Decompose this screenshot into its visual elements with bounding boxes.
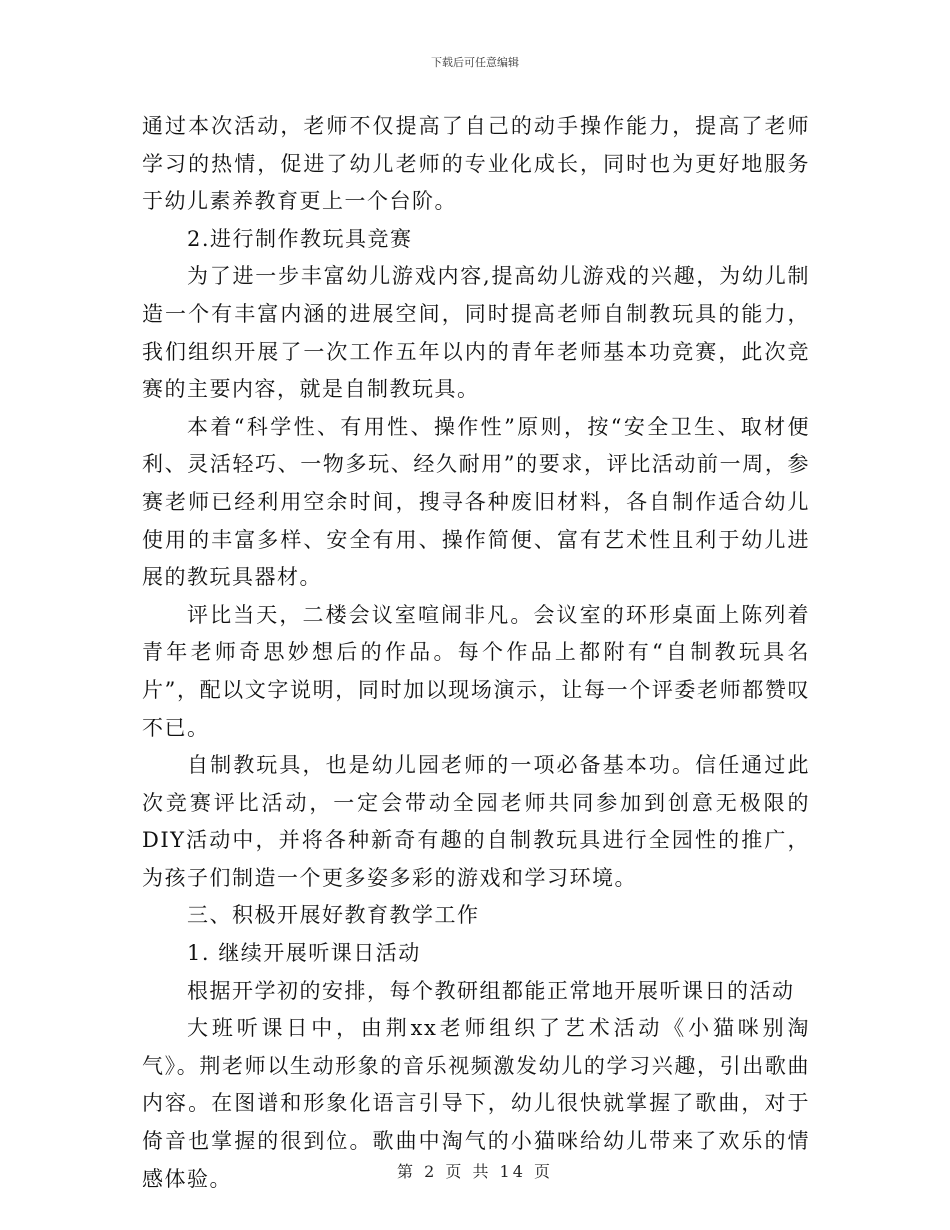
heading-teaching-work: 三、积极开展好教育教学工作 — [187, 903, 480, 928]
heading-toy-competition: 2.进行制作教玩具竞赛 — [187, 226, 413, 251]
paragraph-evaluation-day: 评比当天，二楼会议室喧闹非凡。会议室的环形桌面上陈列着青年老师奇思妙想后的作品。每个作品上都附有“自制教玩具名片”，配以文字说明，同时加以现场演示，让每一个评委老师都赞叹不已。 — [142, 602, 810, 740]
paragraph-competition-purpose: 为了进一步丰富幼儿游戏内容,提高幼儿游戏的兴趣，为幼儿制造一个有丰富内涵的进展空间，同时提高老师自制教玩具的能力，我们组织开展了一次工作五年以内的青年老师基本功竞赛，此次竞赛的主要内容，就是自制教玩具。 — [142, 264, 810, 402]
heading-lecture-day: 1. 继续开展听课日活动 — [187, 941, 421, 966]
paragraph-competition-principles: 本着“科学性、有用性、操作性”原则，按“安全卫生、取材便利、灵活轻巧、一物多玩、经久耐用”的要求，评比活动前一周，参赛老师已经利用空余时间，搜寻各种废旧材料，各自制作适合幼儿使用的丰富多样、安全有用、操作简便、富有艺术性且利于幼儿进展的教玩具器材。 — [142, 414, 810, 590]
paragraph-activity-summary: 通过本次活动，老师不仅提高了自己的动手操作能力，提高了老师学习的热情，促进了幼儿老师的专业化成长，同时也为更好地服务于幼儿素养教育更上一个台阶。 — [142, 114, 810, 214]
paragraph-art-activity: 大班听课日中，由荆xx老师组织了艺术活动《小猫咪别淘气》。荆老师以生动形象的音乐视频激发幼儿的学习兴趣，引出歌曲内容。在图谱和形象化语言引导下，幼儿很快就掌握了歌曲，对于倚音也掌握的很到位。歌曲中淘气的小猫咪给幼儿带来了欢乐的情感体验。 — [142, 1016, 810, 1191]
header-note: 下载后可任意编辑 — [431, 56, 519, 69]
document-body — [142, 108, 810, 1198]
paragraph-self-made-toys: 自制教玩具，也是幼儿园老师的一项必备基本功。信任通过此次竞赛评比活动，一定会带动全园老师共同参加到创意无极限的DIY活动中，并将各种新奇有趣的自制教玩具进行全园性的推广，为孩子们制造一个更多姿多彩的游戏和学习环境。 — [142, 753, 810, 890]
paragraph-lecture-arrangement: 根据开学初的安排，每个教研组都能正常地开展听课日的活动 — [187, 978, 795, 1003]
page-number: 第 2 页 共 14 页 — [397, 1162, 553, 1181]
